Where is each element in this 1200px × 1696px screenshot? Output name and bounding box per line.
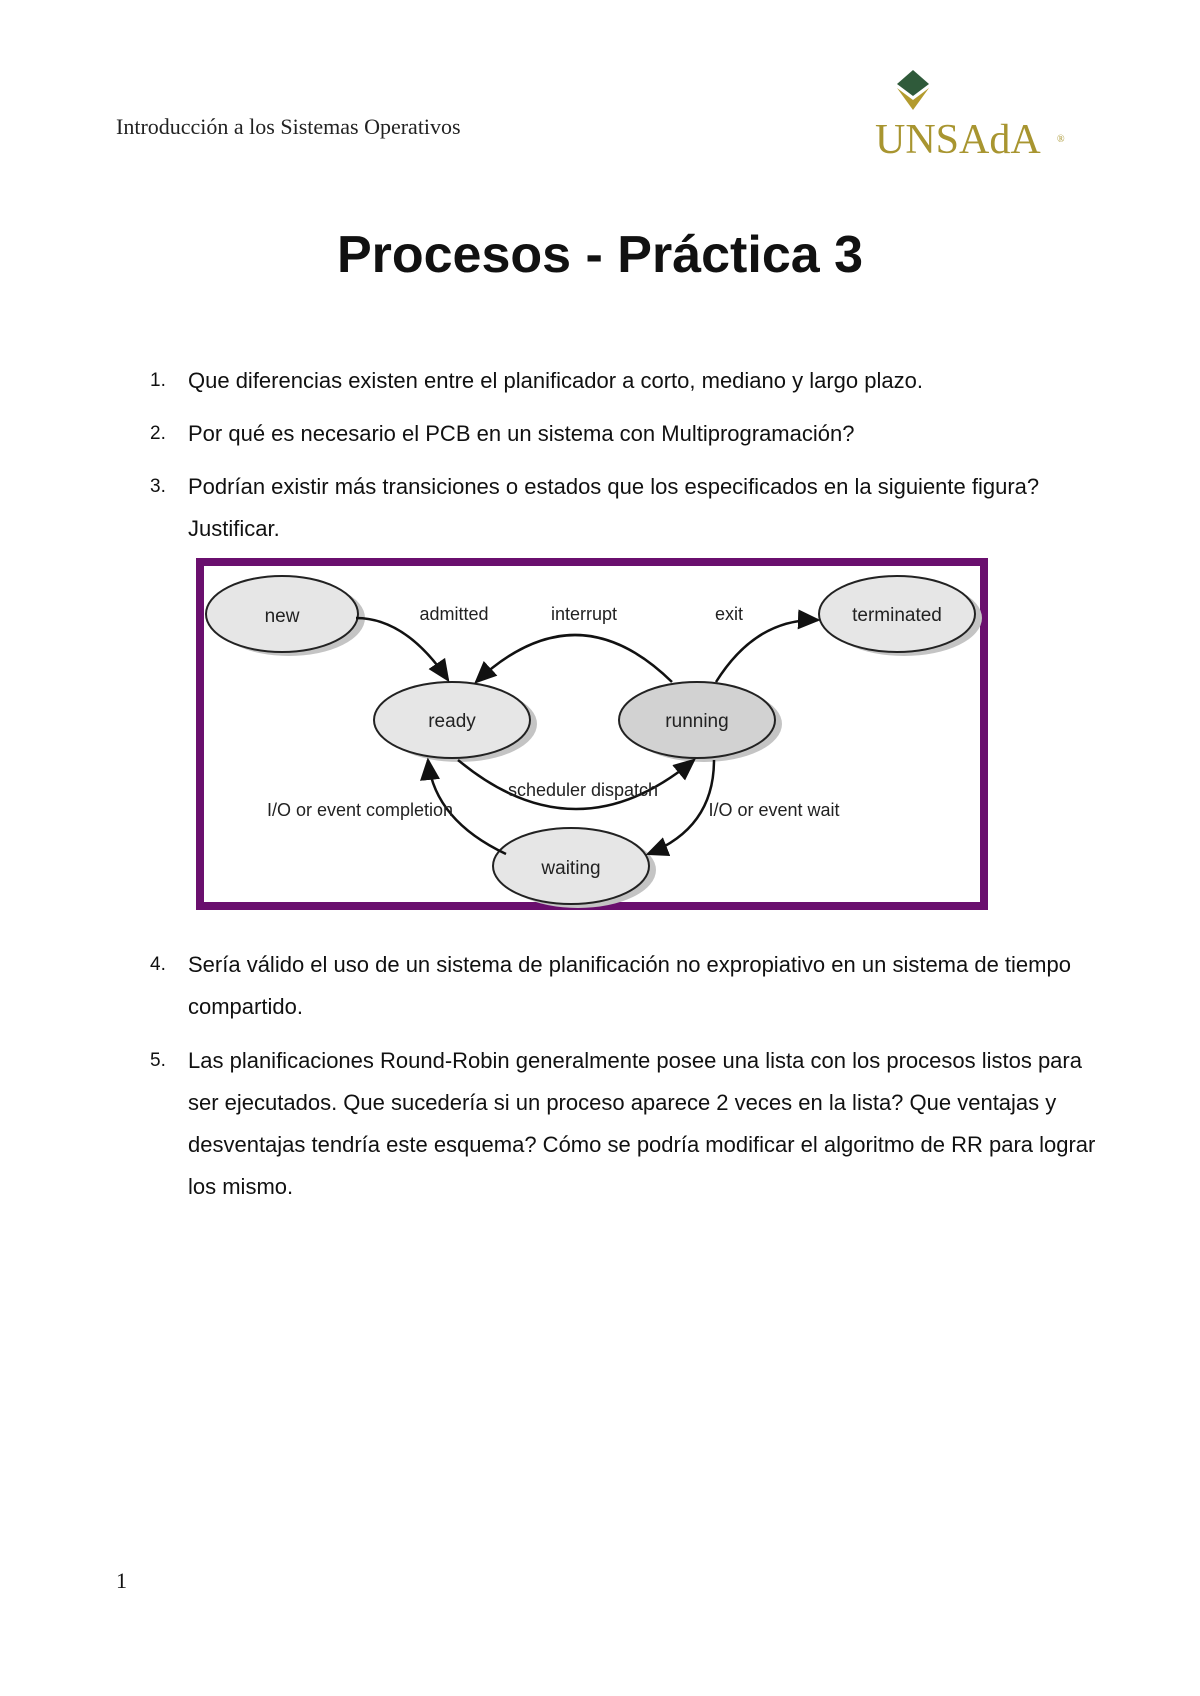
question-text: Que diferencias existen entre el planificador a corto, mediano y largo plazo. bbox=[188, 368, 923, 393]
unsada-logo bbox=[875, 70, 1075, 160]
header-course-title: Introducción a los Sistemas Operativos bbox=[116, 114, 461, 139]
question-number: 3. bbox=[150, 476, 166, 497]
logo-text: UNSAdA bbox=[875, 117, 1041, 160]
state-label-new: new bbox=[264, 606, 300, 627]
label-scheduler-dispatch: scheduler dispatch bbox=[507, 780, 659, 800]
question-text: Las planificaciones Round-Robin generalmente posee una lista con los procesos listos para ser ejecutados. Que sucedería si un proceso aparece 2 veces en la lista? Que ventajas y desventajas tendría este esquema? Cómo se podría modificar el algoritmo de RR para lograr los mismo. bbox=[188, 1048, 1096, 1199]
state-label-terminated: terminated bbox=[852, 605, 942, 626]
question-number: 4. bbox=[150, 954, 166, 975]
page-title: Procesos - Práctica 3 bbox=[336, 226, 864, 284]
logo-registered-mark: ® bbox=[1057, 134, 1065, 145]
label-interrupt: interrupt bbox=[550, 604, 618, 624]
label-exit: exit bbox=[714, 604, 744, 624]
question-text: Por qué es necesario el PCB en un sistema con Multiprogramación? bbox=[188, 421, 855, 446]
question-number: 1. bbox=[150, 370, 166, 391]
question-number: 5. bbox=[150, 1050, 166, 1071]
logo-diamond-icon bbox=[897, 70, 929, 110]
state-label-ready: ready bbox=[428, 711, 476, 732]
label-io-wait: I/O or event wait bbox=[708, 800, 840, 820]
question-text: Podrían existir más transiciones o estados que los especificados en la siguiente figura? Justificar. bbox=[188, 474, 1040, 541]
label-admitted: admitted bbox=[419, 604, 489, 624]
label-io-completion: I/O or event completion bbox=[266, 800, 454, 820]
question-number: 2. bbox=[150, 423, 166, 444]
question-text: Sería válido el uso de un sistema de planificación no expropiativo en un sistema de tiempo compartido. bbox=[188, 952, 1071, 1019]
state-label-waiting: waiting bbox=[541, 858, 601, 879]
state-label-running: running bbox=[665, 711, 729, 732]
page-number: 1 bbox=[116, 1568, 127, 1593]
process-state-diagram bbox=[196, 558, 996, 918]
